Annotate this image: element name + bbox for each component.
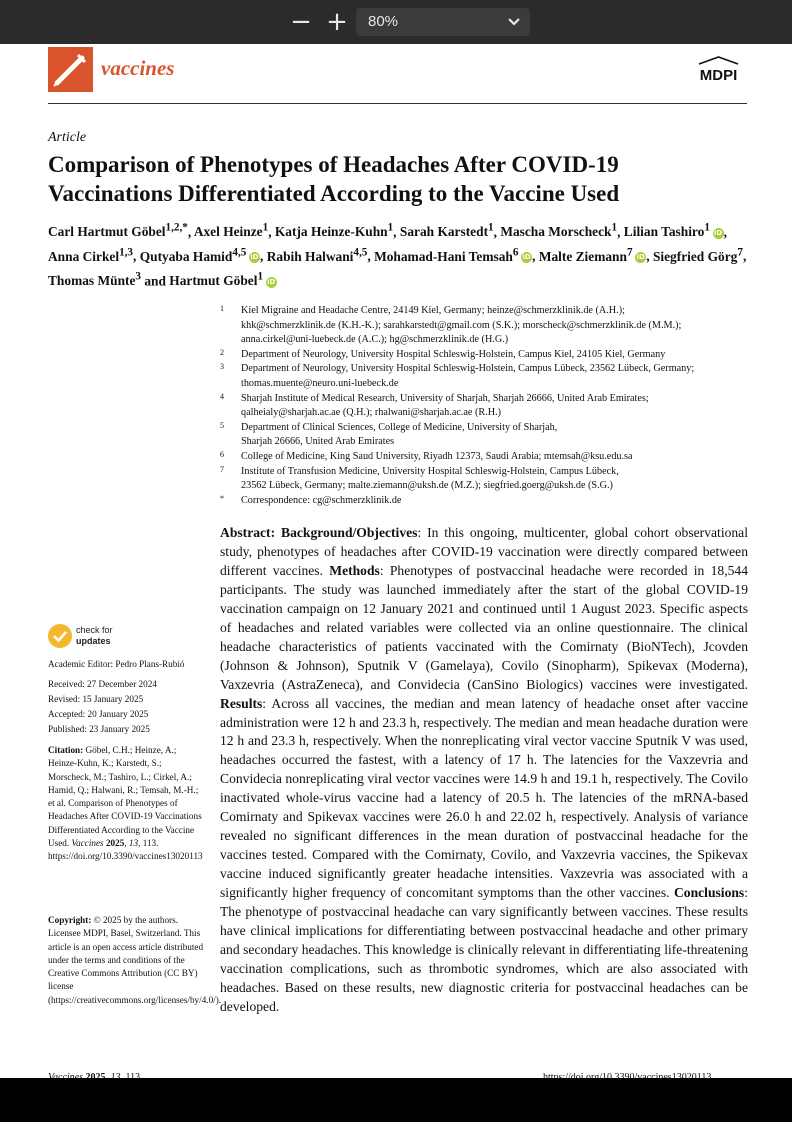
- affiliation-line: 23562 Lübeck, Germany; malte.ziemann@uksh.de (M.Z.); siegfried.goerg@uksh.de (S.G.): [241, 480, 613, 492]
- affiliation-item: [220, 465, 750, 494]
- author[interactable]: Carl Hartmut Göbel$^{1,2,*}$: [48, 222, 188, 240]
- affiliation-item: [220, 348, 750, 363]
- author[interactable]: Anna Cirkel$^{1,3}$: [48, 246, 134, 264]
- affiliation-number: 1: [220, 304, 224, 313]
- affiliation-line: Kiel Migraine and Headache Centre, 24149 Kiel, Germany; heinze@schmerzklinik.de (A.H.);: [241, 305, 625, 316]
- affiliation-line: Department of Neurology, University Hospital Schleswig-Holstein, Campus Kiel, 24105 Kiel, Germany: [241, 348, 666, 360]
- author-list: Carl Hartmut Göbel$^{1,2,*}$, Axel Heinze$^1$, Katja Heinze-Kuhn$^1$, Sarah Karstedt$^1$, Mascha Morscheck$^1$, Lilian Tashiro$^1$ iD, Anna Cirkel$^{1,3}$, Qutyaba Hamid$^{4,5}$ iD, Rabih Halwani$^{4,5}$, Mohamad-Hani Temsah$^6$ iD, Malte Ziemann$^7$ iD, Siegfried Görg$^7$, Thomas Münte$^3$ and Hartmut Göbel$^1$ iD: [48, 222, 747, 289]
- affiliation-number: 4: [220, 391, 224, 401]
- author[interactable]: Qutyaba Hamid$^{4,5}$ iD: [139, 246, 259, 264]
- affiliation-line: Sharjah 26666, United Arab Emirates: [241, 436, 395, 448]
- author[interactable]: Thomas Münte$^3$: [48, 270, 141, 289]
- date-line: Accepted: 20 January 2025: [48, 708, 149, 719]
- viewer-toolbar: [0, 0, 792, 44]
- check-icon: [48, 624, 72, 648]
- affiliation-number: *: [220, 493, 224, 503]
- affiliation-number: 7: [220, 464, 224, 474]
- date-line: Revised: 15 January 2025: [48, 693, 144, 704]
- journal-logo-icon: [48, 47, 93, 92]
- affiliation-number: 6: [220, 449, 224, 459]
- header-divider: [48, 103, 747, 104]
- date-line: Published: 23 January 2025: [48, 723, 150, 734]
- chevron-down-icon: [506, 8, 522, 36]
- author[interactable]: Katja Heinze-Kuhn$^1$: [274, 222, 394, 240]
- article-type: Article: [48, 130, 87, 145]
- author[interactable]: Malte Ziemann$^7$ iD: [538, 246, 645, 264]
- affiliation-list: [220, 304, 750, 508]
- author[interactable]: Mascha Morscheck$^1$: [500, 222, 618, 240]
- check-for-updates-button[interactable]: [48, 624, 168, 650]
- author[interactable]: Rabih Halwani$^{4,5}$: [266, 246, 368, 264]
- publication-dates: [48, 678, 208, 738]
- affiliation-line: Institute of Transfusion Medicine, University Hospital Schleswig-Holstein, Campus Lübeck,: [241, 465, 619, 477]
- abstract: Abstract: Background/Objectives: In this ongoing, multicenter, global cohort observational study, phenotypes of headaches after COVID-19 vaccination were directly compared between different vaccines. Methods: Phenotypes of postvaccinal headache were recorded in 18,544 participants. The study was launched immediately after the start of the global COVID-19 vaccination campaign on 12 January 2021 and continued until 1 August 2023. Specific aspects of headaches and related variables were collected via an online questionnaire. The clinical headache characteristics of patients vaccinated with the Comirnaty (BioNTech), Jcovden (Johnson & Johnson), Sputnik V (Gamelaya), Covilo (Sinopharm), Spikevax (Moderna), Vaxzevria (AstraZeneca), and Convidecia (CanSino Biologics) vaccines were investigated. Results: Across all vaccines, the median and mean latency of headache onset after vaccine administration were 12 h and 23.3 h, respectively. The median and mean headache duration were 12 h and 23.3 h, respectively. When the nonreplicating viral vector vaccine Sputnik V was used, headaches occurred the fastest, with a latency of 17 h. The latencies for the Vaxzevria and Convidecia nonreplicating viral vector vaccines were 14.9 h and 19.1 h, respectively. The Covilo inactivated whole-virus vaccine had a latency of 20.5 h. The latencies of the mRNA-based Comirnaty and Spikevax vaccines were 26.0 h and 22.02 h, respectively. Analysis of variance revealed no significant differences in the mean duration of postvaccinal headache for the vaccines tested. Compared with the Comirnaty, Covilo, and Vaxzevria vaccines, the Spikevax vaccine induced significantly greater headache intensities. Vaxzevria was associated with a significantly higher frequency of concomitant symptoms than the other vaccines. Conclusions: The phenotype of postvaccinal headache can vary significantly between vaccines. These results have clinical implications for differentiating between postvaccinal headache and other primary and secondary headaches. This knowledge is clinically relevant in differentiating life-threatening vaccination complications, such as thrombotic syndromes, which are also associated with headaches. Based on these results, new diagnostic criteria for postvaccinal headaches can be developed.: [220, 525, 748, 1014]
- affiliation-item: [220, 362, 750, 391]
- affiliation-item: [220, 304, 750, 348]
- affiliation-item: [220, 450, 750, 465]
- orcid-icon[interactable]: iD: [636, 253, 645, 262]
- publisher-logo: [690, 55, 747, 85]
- author[interactable]: Siegfried Görg$^7$: [652, 246, 743, 264]
- author[interactable]: Lilian Tashiro$^1$ iD: [623, 222, 723, 240]
- zoom-select[interactable]: [356, 8, 530, 36]
- bottom-bar: [0, 1078, 792, 1122]
- affiliation-number: 5: [220, 420, 224, 430]
- academic-editor: Academic Editor: Pedro Plans-Rubió: [48, 659, 185, 669]
- affiliation-line: Department of Neurology, University Hospital Schleswig-Holstein, Campus Lübeck, 23562 Lübeck, Germany;: [241, 363, 695, 375]
- affiliation-line: anna.cirkel@uni-luebeck.de (A.C.); hg@schmerzklinik.de (H.G.): [241, 334, 509, 346]
- publisher-name: MDPI: [699, 67, 738, 84]
- affiliation-item: [220, 494, 750, 509]
- affiliation-line: College of Medicine, King Saud University, Riyadh 12373, Saudi Arabia; mtemsah@ksu.edu.sa: [241, 450, 633, 462]
- orcid-icon[interactable]: iD: [267, 277, 276, 286]
- affiliation-item: [220, 421, 750, 450]
- check-updates-label: check for updates: [76, 625, 113, 646]
- affiliation-line: khk@schmerzklinik.de (K.H.-K.); sarahkarstedt@gmail.com (S.K.); morscheck@schmerzklinik.de (M.M.);: [241, 319, 682, 331]
- copyright-text: Copyright: © 2025 by the authors. Licensee MDPI, Basel, Switzerland. This article is an open access article distributed under the terms and conditions of the Creative Commons Attribution (CC BY) license (https://creativecommons.org/licenses/by/4.0/).: [48, 915, 222, 1005]
- citation-text: Citation: Göbel, C.H.; Heinze, A.; Heinze-Kuhn, K.; Karstedt, S.; Morscheck, M.; Tashiro, L.; Cirkel, A.; Hamid, Q.; Halwani, R.; Temsah, M.-H.; et al. Comparison of Phenotypes of Headaches After COVID-19 Vaccinations Differentiated According to the Vaccine Used. Vaccines 2025, 13, 113. https://doi.org/10.3390/vaccines13020113: [48, 745, 203, 862]
- affiliation-line: qalheialy@sharjah.ac.ae (Q.H.); rhalwani@sharjah.ac.ae (R.H.): [241, 407, 502, 419]
- journal-name: vaccines: [101, 56, 175, 80]
- orcid-icon[interactable]: iD: [522, 253, 531, 262]
- affiliation-line: Department of Clinical Sciences, College of Medicine, University of Sharjah,: [241, 421, 558, 433]
- author[interactable]: Hartmut Göbel$^1$ iD: [169, 270, 276, 289]
- affiliation-number: 2: [220, 347, 224, 357]
- author[interactable]: Mohamad-Hani Temsah$^6$ iD: [374, 246, 531, 264]
- zoom-value: 80%: [368, 13, 399, 30]
- affiliation-line: Sharjah Institute of Medical Research, University of Sharjah, Sharjah 26666, United Arab Emirates;: [241, 392, 649, 404]
- author[interactable]: Axel Heinze$^1$: [193, 222, 269, 240]
- affiliation-line: thomas.muente@neuro.uni-luebeck.de: [241, 377, 399, 389]
- article-title: Comparison of Phenotypes of Headaches After COVID-19 Vaccinations Differentiated According to the Vaccine Used: [48, 152, 620, 206]
- orcid-icon[interactable]: iD: [713, 228, 723, 237]
- author[interactable]: Sarah Karstedt$^1$: [399, 222, 494, 240]
- zoom-in-button[interactable]: +: [326, 7, 348, 37]
- date-line: Received: 27 December 2024: [48, 679, 157, 689]
- affiliation-number: 3: [220, 362, 224, 372]
- orcid-icon[interactable]: iD: [250, 253, 259, 262]
- zoom-out-button[interactable]: −: [290, 7, 312, 37]
- affiliation-item: [220, 392, 750, 421]
- affiliation-line: Correspondence: cg@schmerzklinik.de: [241, 494, 402, 506]
